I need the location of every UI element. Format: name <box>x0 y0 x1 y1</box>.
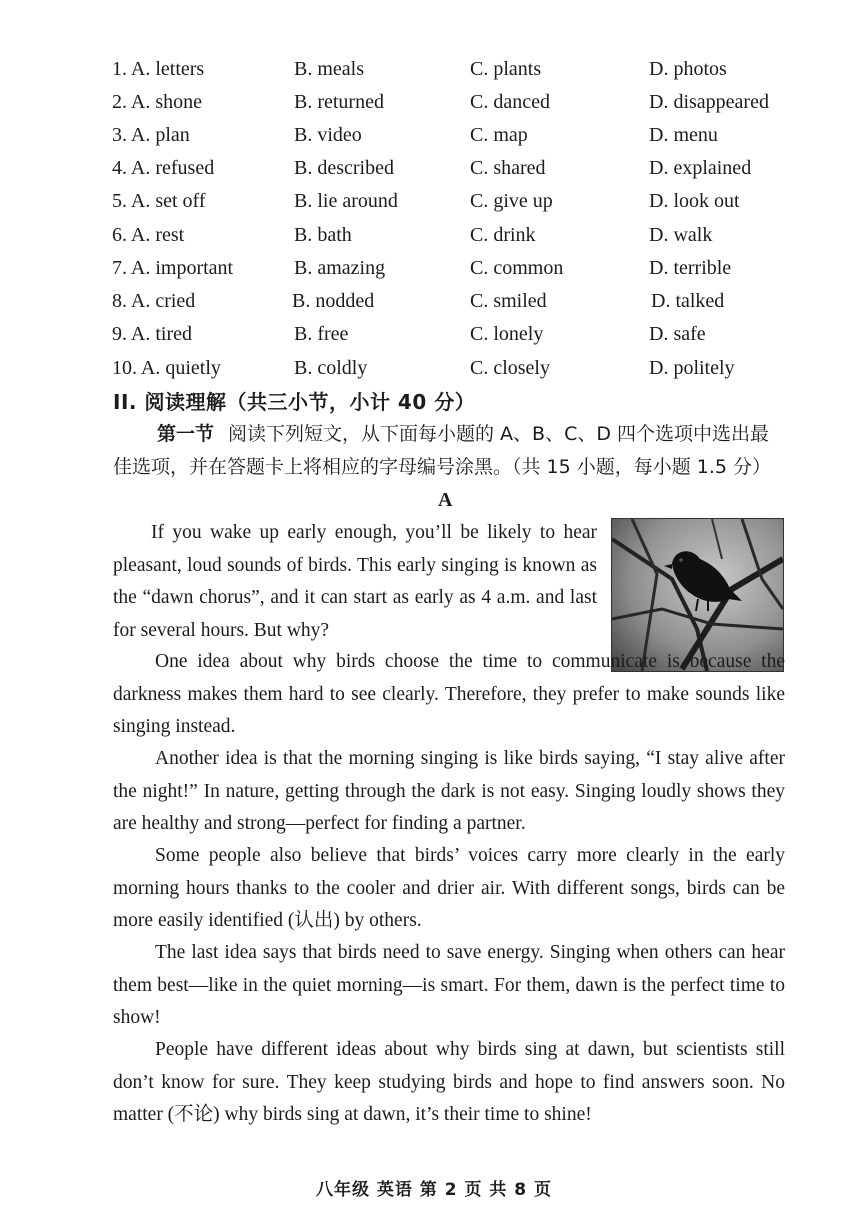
option-b: B. returned <box>294 91 384 113</box>
option-c: C. plants <box>470 58 542 80</box>
option-b: B. coldly <box>294 357 368 379</box>
option-c: C. common <box>470 257 564 279</box>
section-instruction <box>113 418 785 484</box>
option-d: D. terrible <box>649 257 732 279</box>
paragraph: One idea about why birds choose the time to communicate is because the darkness makes them hard to see clearly. Therefore, they prefer to make sounds like singing instead. <box>113 651 785 737</box>
option-c: C. smiled <box>470 290 547 312</box>
option-d: D. look out <box>649 190 740 212</box>
option-row <box>0 286 868 316</box>
paragraph: If you wake up early enough, you’ll be likely to hear pleasant, loud sounds of birds. This early singing is known as the “dawn chorus”, and it can start as early as 4 a.m. and last for several hours. But why? <box>113 522 597 641</box>
option-a: 4. A. refused <box>112 157 215 179</box>
option-d: D. menu <box>649 124 718 146</box>
option-d: D. talked <box>651 290 725 312</box>
option-row <box>0 220 868 250</box>
paragraph: The last idea says that birds need to save energy. Singing when others can hear them best—like in the quiet morning—is smart. For them, dawn is the perfect time to show! <box>113 942 785 1028</box>
option-b: B. lie around <box>294 190 398 212</box>
page-footer: 八年级 英语 第 2 页 共 8 页 <box>315 1180 553 1200</box>
option-d: D. disappeared <box>649 91 769 113</box>
option-b: B. free <box>294 323 349 345</box>
option-c: C. closely <box>470 357 550 379</box>
option-row <box>0 319 868 349</box>
option-b: B. nodded <box>292 290 375 312</box>
instruction-line-2: 佳选项，并在答题卡上将相应的字母编号涂黑。（共 15 小题，每小题 1.5 分） <box>113 456 772 478</box>
option-b: B. amazing <box>294 257 386 279</box>
option-a: 5. A. set off <box>112 190 206 212</box>
paragraph: Some people also believe that birds’ voices carry more clearly in the early morning hours thanks to the cooler and drier air. With different songs, birds can be more easily identified (认出) by others. <box>113 845 785 931</box>
option-b: B. video <box>294 124 362 146</box>
paragraph: People have different ideas about why birds sing at dawn, but scientists still don’t know for sure. They keep studying birds and hope to find answers soon. No matter (不论) why birds sing at dawn, it’s their time to shine! <box>113 1039 785 1125</box>
passage-label: A <box>438 489 453 511</box>
instruction-lead: 第一节 <box>157 423 215 445</box>
option-c: C. shared <box>470 157 546 179</box>
option-d: D. walk <box>649 224 713 246</box>
option-a: 7. A. important <box>112 257 234 279</box>
option-d: D. safe <box>649 323 706 345</box>
option-d: D. explained <box>649 157 752 179</box>
section-title: II. 阅读理解（共三小节，小计 40 分） <box>113 390 476 414</box>
option-d: D. politely <box>649 357 735 379</box>
instruction-line-1: 阅读下列短文，从下面每小题的 A、B、C、D 四个选项中选出最 <box>228 423 770 445</box>
option-a: 6. A. rest <box>112 224 185 246</box>
option-row <box>0 153 868 183</box>
option-b: B. meals <box>294 58 364 80</box>
option-c: C. map <box>470 124 528 146</box>
option-c: C. drink <box>470 224 536 246</box>
option-c: C. danced <box>470 91 550 113</box>
option-c: C. give up <box>470 190 553 212</box>
option-row <box>0 120 868 150</box>
option-row <box>0 54 868 84</box>
option-b: B. described <box>294 157 394 179</box>
option-row <box>0 87 868 117</box>
option-a: 10. A. quietly <box>112 357 221 379</box>
option-a: 1. A. letters <box>112 58 205 80</box>
option-a: 3. A. plan <box>112 124 190 146</box>
option-a: 9. A. tired <box>112 323 192 345</box>
option-d: D. photos <box>649 58 727 80</box>
option-row <box>0 186 868 216</box>
option-row <box>0 253 868 283</box>
option-c: C. lonely <box>470 323 544 345</box>
option-row <box>0 353 868 383</box>
option-b: B. bath <box>294 224 352 246</box>
paragraph: Another idea is that the morning singing is like birds saying, “I stay alive after the night!” In nature, getting through the dark is not easy. Singing loudly shows they are healthy and strong—perfect for finding a partner. <box>113 748 785 834</box>
option-a: 8. A. cried <box>112 290 196 312</box>
option-a: 2. A. shone <box>112 91 202 113</box>
